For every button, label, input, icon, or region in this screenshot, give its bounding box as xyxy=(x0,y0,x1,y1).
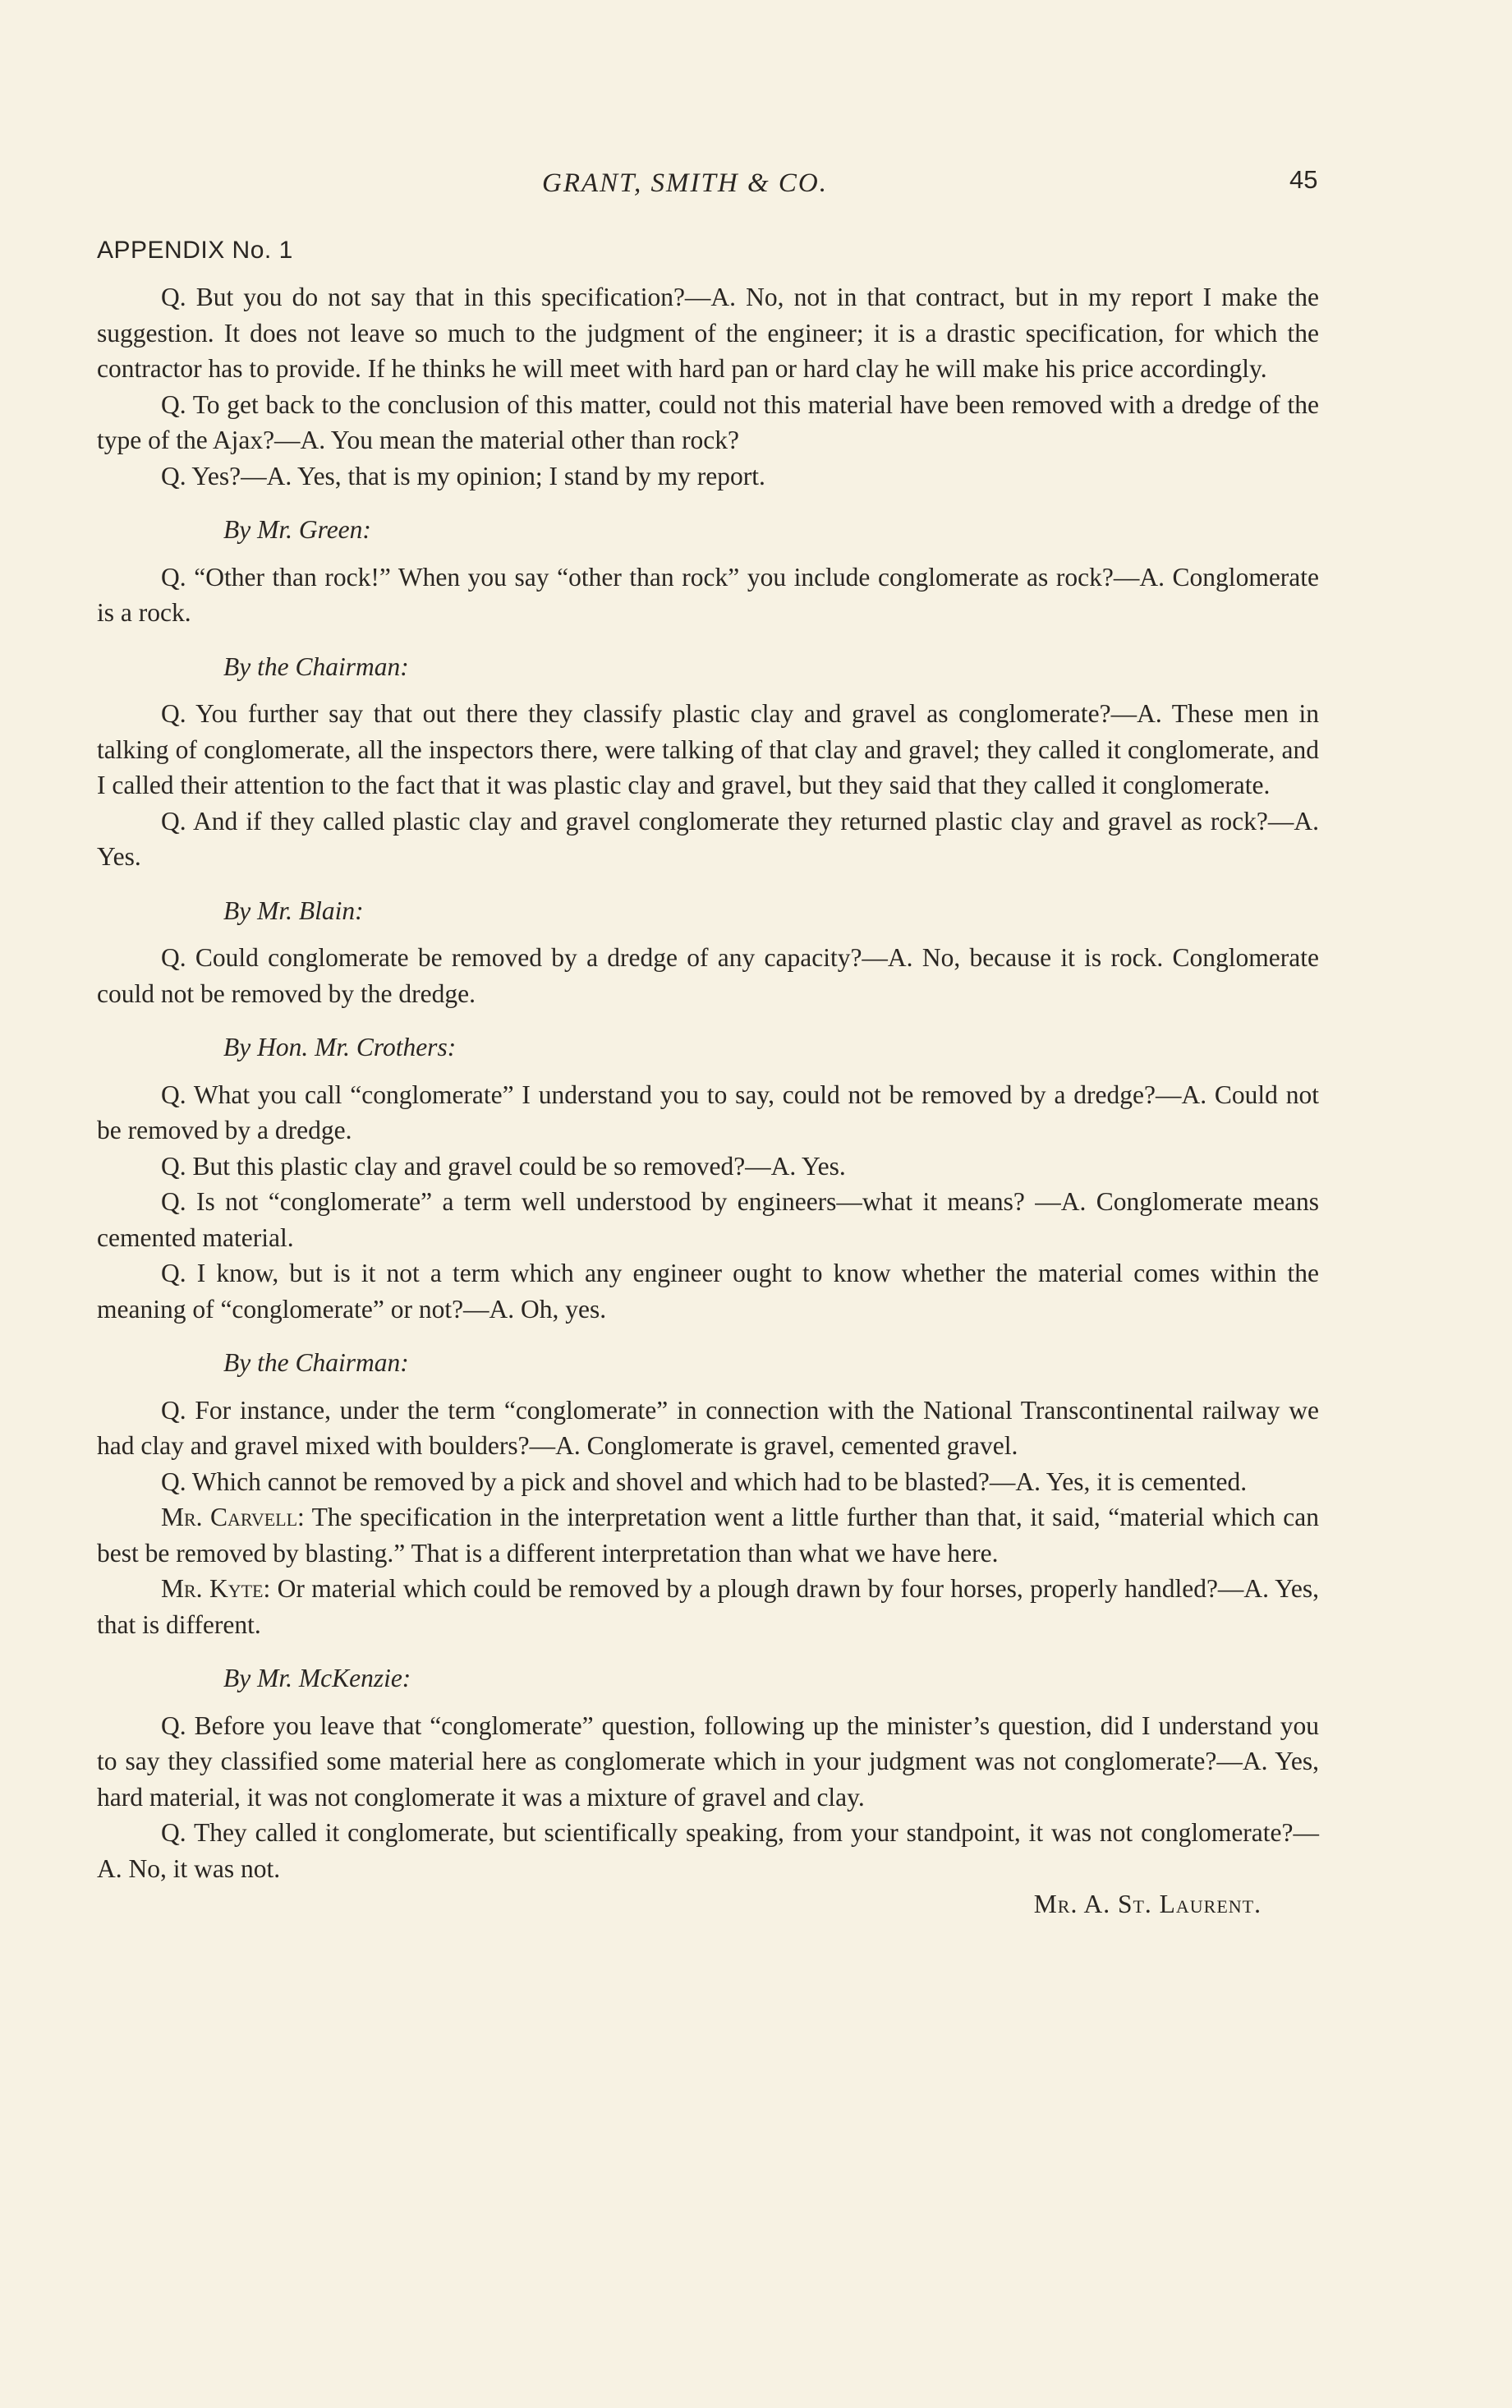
page-number: 45 xyxy=(1289,165,1318,194)
paragraph-1: Q. But you do not say that in this specification?—A. No, not in that contract, but in my report I make the suggestion. It does not leave so much to the judgment of the engineer; it is a drastic specification, for which the contractor has to provide. If he thinks he will meet with hard pan or hard clay he will make his price accordingly. xyxy=(97,283,1319,383)
paragraph-13: Q. But this plastic clay and gravel could be so removed?—A. Yes. xyxy=(161,1151,846,1181)
paragraph-14: Q. Is not “conglomerate” a term well understood by engineers—what it means? —A. Conglomerate means cemented material. xyxy=(97,1187,1319,1252)
paragraph-2: Q. To get back to the conclusion of this matter, could not this material have been removed with a dredge of the type of the Ajax?—A. You mean the material other than rock? xyxy=(97,389,1319,454)
running-title: GRANT, SMITH & CO. xyxy=(542,168,828,198)
paragraph-10: Q. Could conglomerate be removed by a dredge of any capacity?—A. No, because it is rock. Conglomerate could not be removed by the dredge. xyxy=(97,943,1319,1008)
paragraph-15: Q. I know, but is it not a term which any engineer ought to know whether the material comes within the meaning of “conglomerate” or not?—A. Oh, yes. xyxy=(97,1259,1319,1324)
speaker-heading-chairman: By the Chairman: xyxy=(223,651,409,681)
appendix-label: APPENDIX No. 1 xyxy=(97,237,293,264)
witness-signature: Mr. A. St. Laurent. xyxy=(1033,1890,1262,1918)
paragraph-carvell xyxy=(97,1499,1319,1571)
paragraph-7: Q. You further say that out there they classify plastic clay and gravel as conglomerate?—A. These men in talking of conglomerate, all the inspectors there, were talking of that clay and gravel; they called it conglomerate, and I called their attention to the fact that it was plastic clay and gravel, but they said that they called it conglomerate. xyxy=(97,699,1319,799)
speaker-heading-blain: By Mr. Blain: xyxy=(223,896,364,925)
speaker-name-carvell: Mr. Carvell: xyxy=(161,1503,305,1531)
carvell-statement: The specification in the interpretation went a little further than that, it said, “material which can best be removed by blasting.” That is a different interpretation than what we have here. xyxy=(97,1503,1319,1568)
speaker-heading-mckenzie: By Mr. McKenzie: xyxy=(223,1664,411,1692)
running-head xyxy=(0,165,1512,201)
paragraph-12: Q. What you call “conglomerate” I understand you to say, could not be removed by a dredge?—A. Could not be removed by a dredge. xyxy=(97,1080,1319,1144)
speaker-name-kyte: Mr. Kyte: xyxy=(161,1574,271,1603)
paragraph-23: Q. They called it conglomerate, but scientifically speaking, from your standpoint, it was not conglomerate?—A. No, it was not. xyxy=(97,1818,1319,1883)
speaker-heading-crothers: By Hon. Mr. Crothers: xyxy=(223,1033,457,1061)
paragraph-8: Q. And if they called plastic clay and gravel conglomerate they returned plastic clay and gravel as rock?—A. Yes. xyxy=(97,806,1319,871)
paragraph-kyte xyxy=(97,1571,1319,1642)
paragraph-17: Q. For instance, under the term “conglomerate” in connection with the National Transcontinental railway we had clay and gravel mixed with boulders?—A. Conglomerate is gravel, cemented gravel. xyxy=(97,1395,1319,1460)
paragraph-3: Q. Yes?—A. Yes, that is my opinion; I stand by my report. xyxy=(161,461,765,490)
paragraph-5: Q. “Other than rock!” When you say “other than rock” you include conglomerate as rock?—A. Conglomerate is a rock. xyxy=(97,562,1319,627)
speaker-heading-green: By Mr. Green: xyxy=(223,515,371,544)
kyte-statement: Or material which could be removed by a plough drawn by four horses, properly handled?—A. Yes, that is different. xyxy=(97,1574,1319,1639)
paragraph-22: Q. Before you leave that “conglomerate” question, following up the minister’s question, did I understand you to say they classified some material here as conglomerate which in your judgment was not conglomerate?—A. Yes, hard material, it was not conglomerate it was a mixture of gravel and clay. xyxy=(97,1710,1319,1812)
paragraph-18: Q. Which cannot be removed by a pick and shovel and which had to be blasted?—A. Yes, it is cemented. xyxy=(161,1466,1248,1496)
speaker-heading-chairman-2: By the Chairman: xyxy=(223,1348,409,1377)
testimony-body xyxy=(97,279,1319,1922)
